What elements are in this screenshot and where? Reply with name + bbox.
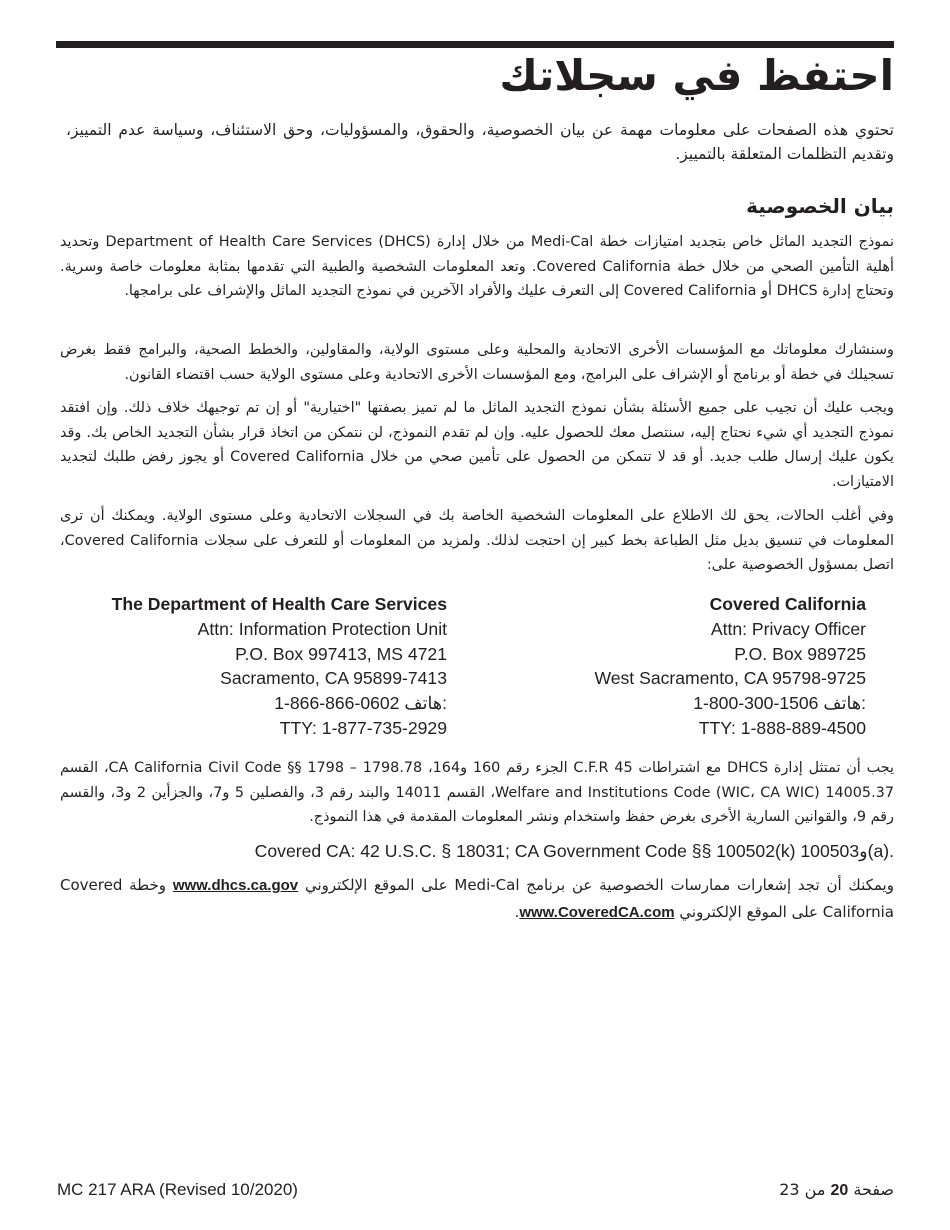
form-id: MC 217 ARA (Revised 10/2020) (57, 1180, 298, 1199)
covered-ca-website-link[interactable]: www.CoveredCA.com (519, 904, 675, 921)
privacy-practices-paragraph (60, 872, 894, 926)
covered-ca-org-name: Covered California (709, 594, 866, 614)
dhcs-compliance-paragraph: يجب أن تمتثل إدارة DHCS مع اشتراطات C.F.R 45 الجزء رقم 160 و164، CA California Civil Code §§ 1798 – 1798.78، القسم 14005.37 (Welfare and Institutions Code (WIC، CA WIC، القسم 14011 والبند رقم 3، والفصلين 5 و7، والجزأين 2 و3، والقسم رقم 9، والقوانين السارية الأخرى بغرض حفظ واستخدام ونشر المعلومات المقدمة في هذا النموذج. (60, 760, 895, 825)
dhcs-address-line-2: Sacramento, CA 95899-7413 (220, 668, 447, 689)
page-word: صفحة (853, 1180, 894, 1199)
covered-ca-address-line-1: P.O. Box 989725 (734, 643, 866, 664)
practices-middle-text: وخطة Covered California على الموقع الإلكتروني (60, 876, 894, 921)
covered-ca-contact-block (594, 592, 866, 741)
covered-ca-attn: Attn: Privacy Officer (710, 618, 866, 639)
page-current: 20 (830, 1182, 849, 1199)
page-of-word: من (804, 1180, 826, 1199)
dhcs-tty: TTY: 1-877-735-2929 (279, 717, 447, 738)
page-total: 23 (779, 1180, 800, 1199)
privacy-heading: بيان الخصوصية (746, 194, 894, 218)
covered-ca-phone-line (594, 691, 866, 716)
practices-end-text: . (514, 903, 520, 921)
covered-ca-citation: Covered CA: 42 U.S.C. § 18031; CA Government Code §§ 100502(k) و100503(a). (254, 841, 894, 861)
dhcs-address-line-1: P.O. Box 997413, MS 4721 (235, 643, 447, 664)
dhcs-phone: 1-866-866-0602 (274, 693, 400, 714)
intro-paragraph: تحتوي هذه الصفحات على معلومات مهمة عن بيان الخصوصية، والحقوق، والمسؤوليات، وحق الاستئناف، وسياسة عدم التمييز، وتقديم التظلمات المتعلقة بالتمييز. (66, 121, 894, 163)
privacy-paragraph-1: نموذج التجديد الماثل خاص بتجديد امتيازات خطة Medi-Cal من خلال إدارة Department of Health Care Services (DHCS) وتحديد أهلية التأمين الصحي من خلال خطة Covered California. وتعد المعلومات الشخصية والطبية التي تقدمها بمثابة معلومات خاصة وسرية. وتحتاج إدارة DHCS أو Covered California إلى التعرف عليك والأفراد الآخرين في نموذج التجديد الماثل والإشراف على برامجها. (60, 234, 894, 299)
practices-prefix-text: ويمكنك أن تجد إشعارات ممارسات الخصوصية عن برنامج Medi-Cal على الموقع الإلكتروني (304, 876, 894, 894)
privacy-paragraph-3: ويجب عليك أن تجيب على جميع الأسئلة بشأن نموذج التجديد الماثل ما لم تميز بصفتها "اختيارية" أو إن تم توجيهك خلاف ذلك. وإن افتقد نموذج التجديد أي شيء نحتاج إليه، سنتصل معك للحصول عليه. وإن لم تقدم النموذج، لن نتمكن من اتخاذ قرار بشأن التجديد الخاص بك. وقد يكون عليك إرسال طلب جديد. أو قد لا تتمكن من الحصول على تأمين صحي من خلال Covered California أو يجوز رفض طلبك لتجديد الامتيازات. (60, 400, 894, 490)
covered-ca-phone: 1-800-300-1506 (693, 693, 819, 714)
dhcs-contact-block (112, 592, 447, 741)
page-title: احتفظ في سجلاتك (499, 51, 894, 100)
privacy-paragraph-2: وسنشارك معلوماتك مع المؤسسات الأخرى الاتحادية والمحلية وعلى مستوى الولاية، والمقاولين، والخطط الصحية، والبرامج فقط بغرض تسجيلك في خطة أو برنامج أو الإشراف على البرامج، ومع المؤسسات الأخرى الاتحادية وعلى مستوى الولاية حسب اقتضاء القانون. (60, 342, 894, 383)
dhcs-website-link[interactable]: www.dhcs.ca.gov (172, 877, 299, 894)
dhcs-phone-label: هاتف: (404, 693, 447, 714)
privacy-paragraph-4: وفي أغلب الحالات، يحق لك الاطلاع على المعلومات الشخصية الخاصة بك في السجلات الاتحادية وعلى مستوى الولاية. ويمكنك أن ترى المعلومات في تنسيق بديل مثل الطباعة بخط كبير إن احتجت لذلك. ولمزيد من المعلومات أو للتعرف على سجلات Covered California، اتصل بمسؤول الخصوصية على: (60, 508, 894, 573)
dhcs-attn: Attn: Information Protection Unit (197, 618, 447, 639)
covered-ca-address-line-2: West Sacramento, CA 95798-9725 (594, 668, 866, 689)
covered-ca-tty: TTY: 1-888-889-4500 (698, 717, 866, 738)
dhcs-org-name: The Department of Health Care Services (111, 594, 447, 614)
top-rule-divider (56, 41, 894, 48)
dhcs-phone-line (112, 691, 447, 716)
covered-ca-phone-label: هاتف: (823, 693, 866, 714)
page-number (779, 1178, 894, 1203)
